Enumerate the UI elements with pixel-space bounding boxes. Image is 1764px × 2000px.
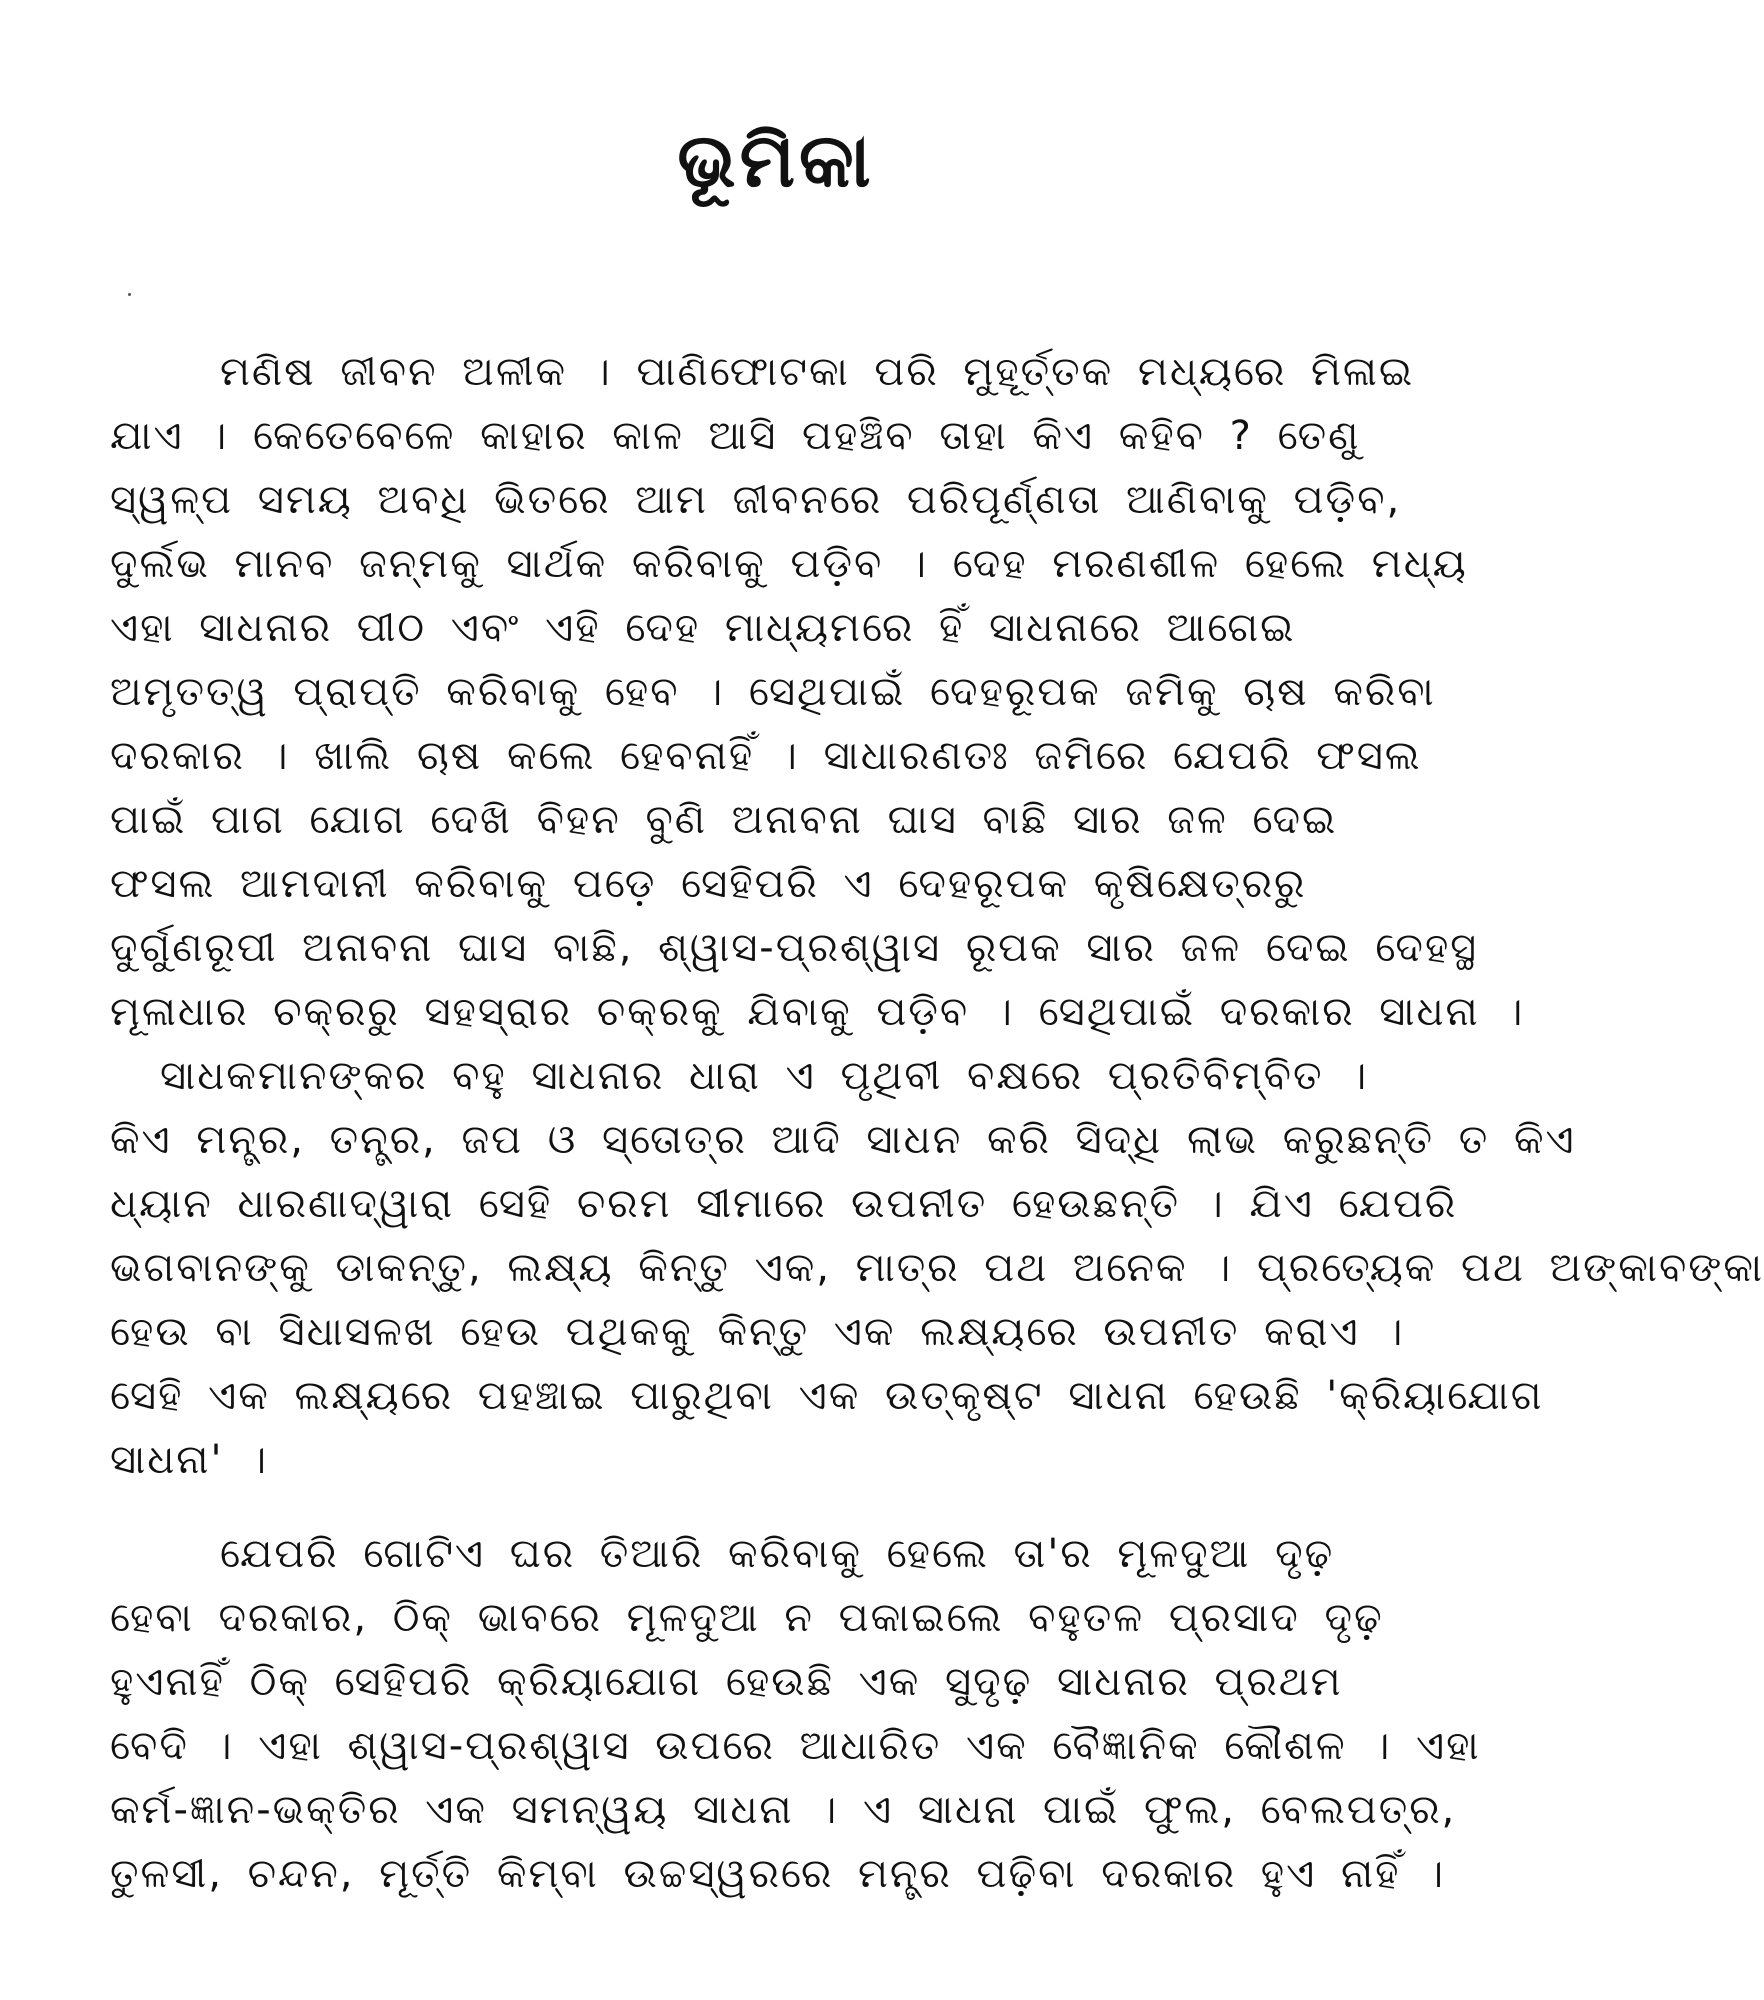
text-line: କର୍ମ-ଜ୍ଞାନ-ଭକ୍ତିର ଏକ ସମନ୍ୱୟ ସାଧନା । ଏ ସାଧନା ପାଇଁ ଫୁଲ, ବେଲପତ୍ର, xyxy=(110,1787,1457,1833)
text-line: ହେଉ ବା ସିଧାସଳଖ ହେଉ ପଥିକକୁ କିନ୍ତୁ ଏକ ଲକ୍ଷ୍ୟରେ ଉପନୀତ କରାଏ । xyxy=(110,1309,1405,1355)
text-line: ହେବା ଦରକାର, ଠିକ୍ ଭାବରେ ମୂଳଦୁଆ ନ ପକାଇଲେ ବହୁତଳ ପ୍ରସାଦ ଦୃଢ଼ xyxy=(110,1595,1384,1641)
text-line: ବେଦି । ଏହା ଶ୍ୱାସ-ପ୍ରଶ୍ୱାସ ଉପରେ ଆଧାରିତ ଏକ ବୈଜ୍ଞାନିକ କୌଶଳ । ଏହା xyxy=(110,1723,1481,1769)
text-line: ହୁଏନାହିଁ ଠିକ୍ ସେହିପରି କ୍ରିୟାଯୋଗ ହେଉଛି ଏକ ସୁଦୃଢ଼ ସାଧନାର ପ୍ରଥମ xyxy=(110,1659,1343,1705)
text-line: ଫସଲ ଆମଦାନୀ କରିବାକୁ ପଡ଼େ ସେହିପରି ଏ ଦେହରୂପକ କୃଷିକ୍ଷେତ୍ରରୁ xyxy=(110,861,1307,907)
text-line: କିଏ ମନ୍ତ୍ର, ତନ୍ତ୍ର, ଜପ ଓ ସ୍ତୋତ୍ର ଆଦି ସାଧନ କରି ସିଦ୍ଧି ଲାଭ କରୁଛନ୍ତି ତ କିଏ xyxy=(110,1117,1576,1163)
text-line: ଦରକାର । ଖାଲି ଚାଷ କଲେ ହେବନାହିଁ । ସାଧାରଣତଃ ଜମିରେ ଯେପରି ଫସଲ xyxy=(110,733,1422,779)
text-line: ସାଧନା' । xyxy=(110,1437,269,1483)
text-line: ଯେପରି ଗୋଟିଏ ଘର ତିଆରି କରିବାକୁ ହେଲେ ତା'ର ମୂଳଦୁଆ ଦୃଢ଼ xyxy=(220,1531,1335,1577)
paragraph-gap xyxy=(110,1492,1442,1522)
text-line: ଧ୍ୟାନ ଧାରଣାଦ୍ୱାରା ସେହି ଚରମ ସୀମାରେ ଉପନୀତ ହେଉଛନ୍ତି । ଯିଏ ଯେପରି xyxy=(110,1181,1458,1227)
text-line: ସେହି ଏକ ଲକ୍ଷ୍ୟରେ ପହଞ୍ଚାଇ ପାରୁଥିବା ଏକ ଉତ୍କୃଷ୍ଟ ସାଧନା ହେଉଛି 'କ୍ରିୟାଯୋଗ xyxy=(110,1373,1544,1419)
paragraph-3 xyxy=(110,1522,1481,1906)
text-line: ଦୁର୍ଲଭ ମାନବ ଜନ୍ମକୁ ସାର୍ଥକ କରିବାକୁ ପଡ଼ିବ । ଦେହ ମରଣଶୀଳ ହେଲେ ମଧ୍ୟ xyxy=(110,541,1468,587)
text-line: ଭଗବାନଙ୍କୁ ଡାକନ୍ତୁ, ଲକ୍ଷ୍ୟ କିନ୍ତୁ ଏକ, ମାତ୍ର ପଥ ଅନେକ । ପ୍ରତ୍ୟେକ ପଥ ଅଙ୍କାବଙ୍କା xyxy=(110,1245,1764,1291)
text-line: ତୁଳସୀ, ଚନ୍ଦନ, ମୂର୍ତ୍ତି କିମ୍ବା ଉଚ୍ଚସ୍ୱରରେ ମନ୍ତ୍ର ପଢ଼ିବା ଦରକାର ହୁଏ ନାହିଁ । xyxy=(110,1851,1446,1897)
text-line: ମଣିଷ ଜୀବନ ଅଳୀକ । ପାଣିଫୋଟକା ପରି ମୁହୂର୍ତ୍ତକ ମଧ୍ୟରେ ମିଳାଇ xyxy=(220,349,1415,395)
scan-speck xyxy=(128,293,131,296)
text-line: ମୂଳାଧାର ଚକ୍ରରୁ ସହସ୍ରାର ଚକ୍ରକୁ ଯିବାକୁ ପଡ଼ିବ । ସେଥିପାଇଁ ଦରକାର ସାଧନା । xyxy=(110,989,1525,1035)
paragraph-1 xyxy=(110,340,1525,1044)
body-text xyxy=(110,340,1764,1906)
page-title: ଭୂମିକା xyxy=(677,118,875,204)
text-line: ଦୁର୍ଗୁଣରୂପୀ ଅନାବନା ଘାସ ବାଛି, ଶ୍ୱାସ-ପ୍ରଶ୍ୱାସ ରୂପକ ସାର ଜଳ ଦେଇ ଦେହସ୍ଥ xyxy=(110,925,1478,971)
paragraph-2 xyxy=(110,1044,1764,1492)
text-line: ସ୍ୱଳ୍ପ ସମୟ ଅବଧି ଭିତରେ ଆମ ଜୀବନରେ ପରିପୂର୍ଣ୍ଣତା ଆଣିବାକୁ ପଡ଼ିବ, xyxy=(110,477,1402,523)
text-line: ଅମୃତତ୍ୱ ପ୍ରାପ୍ତି କରିବାକୁ ହେବ । ସେଥିପାଇଁ ଦେହରୂପକ ଜମିକୁ ଚାଷ କରିବା xyxy=(110,669,1436,715)
text-line: ପାଇଁ ପାଗ ଯୋଗ ଦେଖି ବିହନ ବୁଣି ଅନାବନା ଘାସ ବାଛି ସାର ଜଳ ଦେଇ xyxy=(110,797,1338,843)
text-line: ଏହା ସାଧନାର ପୀଠ ଏବଂ ଏହି ଦେହ ମାଧ୍ୟମରେ ହିଁ ସାଧନାରେ ଆଗେଇ xyxy=(110,605,1296,651)
text-line: ଯାଏ । କେତେବେଳେ କାହାର କାଳ ଆସି ପହଞ୍ଚିବ ତାହା କିଏ କହିବ ? ତେଣୁ xyxy=(110,413,1361,459)
text-line: ସାଧକମାନଙ୍କର ବହୁ ସାଧନାର ଧାରା ଏ ପୃଥିବୀ ବକ୍ଷରେ ପ୍ରତିବିମ୍ବିତ । xyxy=(160,1053,1369,1099)
